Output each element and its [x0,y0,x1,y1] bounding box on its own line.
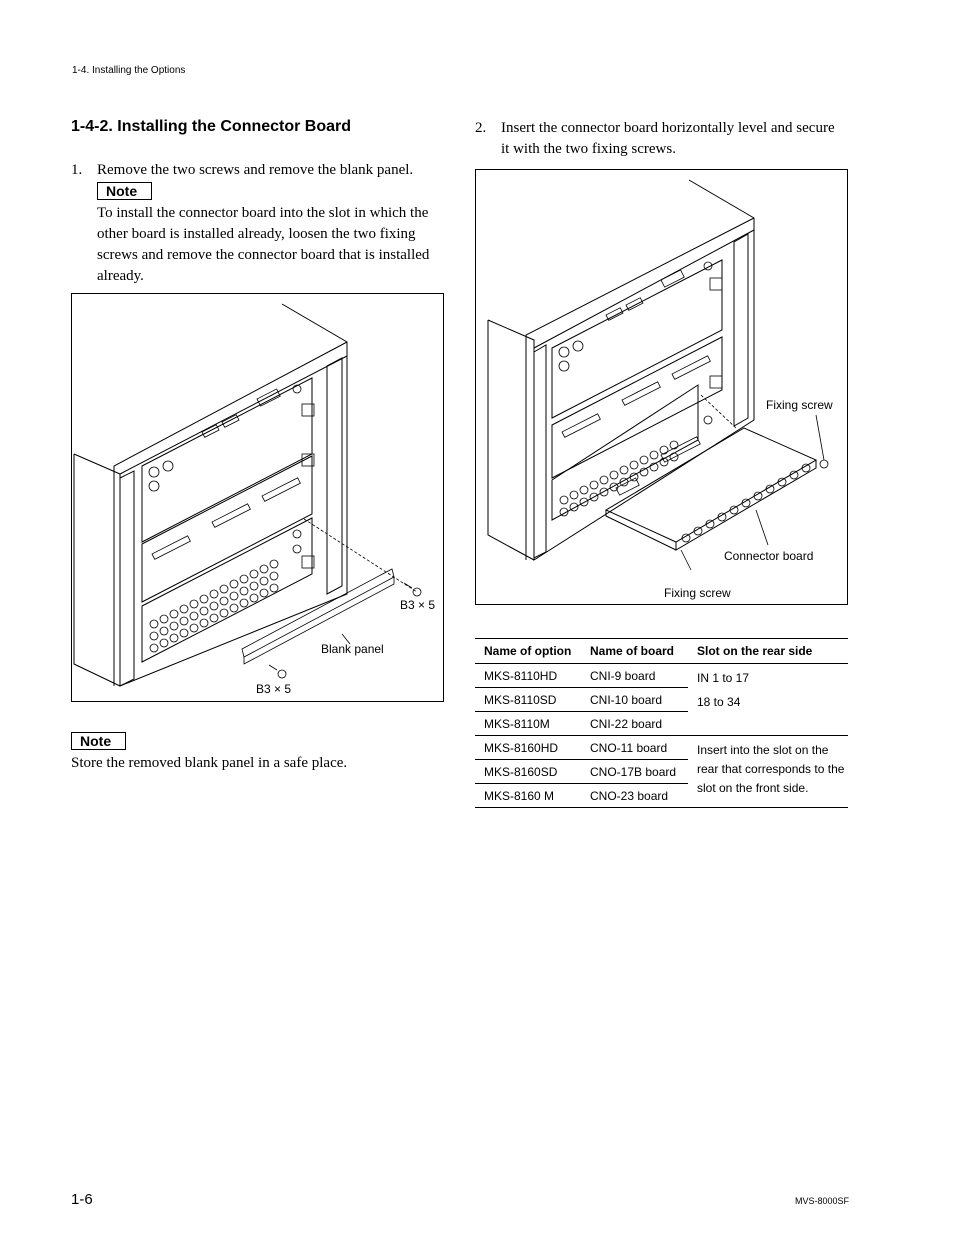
board-name: CNO-17B board [581,760,688,784]
note-2-label: Note [71,732,126,750]
note-1-label: Note [97,182,152,200]
board-name: CNO-11 board [581,736,688,760]
step-2-text: Insert the connector board horizontally level and secure it with the two fixing screws. [501,120,835,157]
figure-1-remove-blank-panel [71,293,444,702]
label-screw-bottom: B3 × 5 [256,682,292,696]
table-row [475,664,848,688]
note-2-text: Store the removed blank panel in a safe place. [71,755,348,771]
header-slot: Slot on the rear side [688,639,848,664]
note-2-box [71,732,126,751]
running-head: 1-4. Installing the Options [72,65,186,76]
option-name: MKS-8160HD [475,736,581,760]
section-title: 1-4-2. Installing the Connector Board [71,118,352,135]
options-table [475,638,848,808]
label-screw-top: B3 × 5 [400,598,436,612]
option-name: MKS-8110SD [475,688,581,712]
figure-1-drawing [72,294,443,701]
table-row [475,736,848,760]
header-board: Name of board [581,639,688,664]
slot-in-line-2: 18 to 34 [697,695,741,709]
slot-in-line-1: IN 1 to 17 [697,671,750,685]
option-name: MKS-8110HD [475,664,581,688]
figure-2-drawing [476,170,847,604]
header-option: Name of option [475,639,581,664]
note-1-text: To install the connector board into the slot in which the other board is installed already, loosen the two fixing screws and remove the connector board that is installed already. [97,205,430,284]
note-1-box [97,182,152,201]
board-name: CNO-23 board [581,784,688,808]
board-name: CNI-22 board [581,712,688,736]
slot-in-cell [688,664,848,736]
page-number: 1-6 [71,1191,93,1208]
label-blank-panel: Blank panel [321,642,384,656]
step-1-number: 1. [71,162,83,178]
option-name: MKS-8160SD [475,760,581,784]
board-name: CNI-10 board [581,688,688,712]
label-connector-board: Connector board [724,549,814,563]
option-name: MKS-8160 M [475,784,581,808]
table-header-row [475,639,848,664]
model-name: MVS-8000SF [795,1196,850,1206]
step-1-text: Remove the two screws and remove the blank panel. [97,162,414,178]
label-fixing-screw-top: Fixing screw [766,398,833,412]
board-name: CNI-9 board [581,664,688,688]
step-2-number: 2. [475,120,487,136]
label-fixing-screw-bottom: Fixing screw [664,586,731,600]
figure-2-insert-connector-board [475,169,848,605]
option-name: MKS-8110M [475,712,581,736]
slot-out-cell: Insert into the slot on the rear that corresponds to the slot on the front side. [688,736,848,808]
